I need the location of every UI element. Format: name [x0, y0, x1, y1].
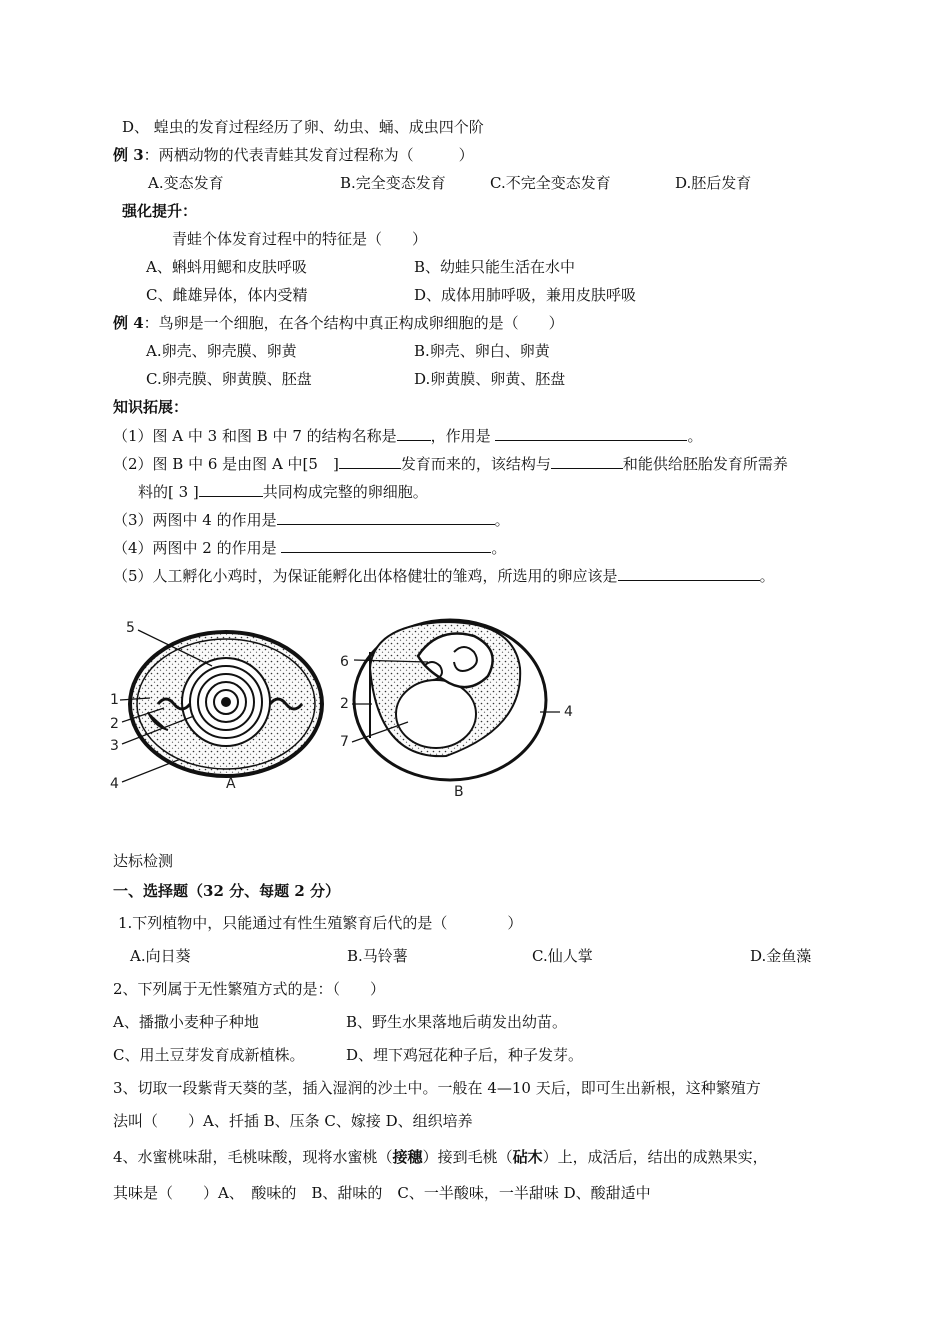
knowledge-q2-cont — [138, 481, 428, 502]
egg-b-label-2: 2 — [340, 696, 349, 712]
knowledge-q1 — [113, 425, 702, 446]
test-q1-option-b: B.马铃薯 — [347, 947, 408, 965]
knowledge-q5-end: 。 — [759, 567, 775, 585]
egg-a-embryo-disc — [221, 697, 231, 707]
example-4-question — [113, 313, 564, 333]
blank-field[interactable] — [339, 453, 401, 469]
example-4-text: ：鸟卵是一个细胞，在各个结构中真正构成卵细胞的是（ ） — [143, 314, 564, 332]
blank-field[interactable] — [277, 509, 495, 525]
blank-field[interactable] — [551, 453, 623, 469]
egg-diagram-svg — [108, 612, 588, 812]
strengthen-option-a: A、蝌蚪用鳃和皮肤呼吸 — [146, 258, 307, 276]
egg-a-label-1: 1 — [110, 692, 119, 708]
example-3-text: ：两栖动物的代表青蛙其发育过程称为（ ） — [143, 146, 474, 164]
knowledge-q3-end: 。 — [494, 511, 510, 529]
option-d-locust: D、 蝗虫的发育过程经历了卵、幼虫、蛹、成虫四个阶 — [122, 118, 484, 136]
test-q1-option-c: C.仙人掌 — [532, 947, 593, 965]
example-4-option-a: A.卵壳、卵壳膜、卵黄 — [146, 342, 297, 360]
strengthen-title: 强化提升： — [122, 202, 198, 220]
test-q3-line1: 3、切取一段紫背天葵的茎，插入湿润的沙土中。一般在 4—10 天后，即可生出新根，这种繁殖方 — [113, 1079, 761, 1097]
egg-a-label-4: 4 — [110, 776, 119, 792]
knowledge-q3-text: （3）两图中 4 的作用是 — [113, 511, 277, 529]
example-3-option-c: C.不完全变态发育 — [490, 174, 611, 192]
test-q3-line2: 法叫（ ）A、扦插 B、压条 C、嫁接 D、组织培养 — [113, 1112, 473, 1130]
knowledge-q3 — [113, 509, 510, 530]
test-q4-text2: ）接到毛桃（ — [422, 1148, 513, 1166]
knowledge-q2-text2: 发育而来的，该结构与 — [400, 455, 551, 473]
blank-field[interactable] — [397, 425, 431, 441]
test-q4-line2: 其味是（ ）A、 酸味的 B、甜味的 C、一半酸味，一半甜味 D、酸甜适中 — [113, 1184, 651, 1202]
strengthen-question: 青蛙个体发育过程中的特征是（ ） — [172, 230, 428, 248]
test-q2-option-d: D、埋下鸡冠花种子后，种子发芽。 — [346, 1046, 584, 1064]
test-q1-option-a: A.向日葵 — [130, 947, 191, 965]
test-q4-rootstock: 砧木 — [512, 1148, 543, 1166]
egg-b-label-4: 4 — [564, 704, 573, 720]
example-3-label: 例 3 — [113, 146, 144, 164]
strengthen-option-d: D、成体用肺呼吸，兼用皮肤呼吸 — [414, 286, 637, 304]
egg-structure-figure — [108, 612, 588, 812]
example-3-option-b: B.完全变态发育 — [340, 174, 446, 192]
knowledge-q4-text: （4）两图中 2 的作用是 — [113, 539, 277, 557]
test-q4-text1: 4、水蜜桃味甜，毛桃味酸，现将水蜜桃（ — [113, 1148, 393, 1166]
knowledge-q5-text: （5）人工孵化小鸡时，为保证能孵化出体格健壮的雏鸡，所选用的卵应该是 — [113, 567, 618, 585]
knowledge-q1-text: （1）图 A 中 3 和图 B 中 7 的结构名称是 — [113, 427, 397, 445]
strengthen-option-c: C、雌雄异体，体内受精 — [146, 286, 308, 304]
egg-b-diagram — [340, 620, 573, 800]
knowledge-title: 知识拓展： — [113, 398, 189, 416]
knowledge-q2-text5: 共同构成完整的卵细胞。 — [262, 483, 428, 501]
blank-field[interactable] — [495, 425, 687, 441]
knowledge-q5 — [113, 565, 775, 586]
strengthen-option-b: B、幼蛙只能生活在水中 — [414, 258, 576, 276]
blank-field[interactable] — [199, 481, 263, 497]
egg-a-label-2: 2 — [110, 716, 119, 732]
example-3-question — [113, 145, 474, 165]
egg-a-label-3: 3 — [110, 738, 119, 754]
knowledge-q2-text3: 和能供给胚胎发育所需养 — [622, 455, 788, 473]
test-q4-scion: 接穗 — [392, 1148, 423, 1166]
knowledge-q1-end: 。 — [687, 427, 703, 445]
figure-a-label: A — [226, 776, 236, 792]
example-4-option-d: D.卵黄膜、卵黄、胚盘 — [414, 370, 566, 388]
knowledge-q2 — [113, 453, 788, 474]
test-q1-option-d: D.金鱼藻 — [750, 947, 812, 965]
example-3-option-a: A.变态发育 — [148, 174, 224, 192]
blank-field[interactable] — [618, 565, 760, 581]
knowledge-q4-end: 。 — [491, 539, 507, 557]
test-q2: 2、下列属于无性繁殖方式的是：（ ） — [113, 980, 386, 998]
section-choice-title: 一、选择题（32 分、每题 2 分） — [113, 882, 340, 900]
knowledge-q2-text: （2）图 B 中 6 是由图 A 中[5 ] — [113, 455, 339, 473]
knowledge-q1-text2: ，作用是 — [430, 427, 491, 445]
test-title: 达标检测 — [113, 852, 174, 870]
test-q4-text3: ）上，成活后，结出的成熟果实， — [542, 1148, 768, 1166]
blank-field[interactable] — [281, 537, 491, 553]
test-q4-line1 — [113, 1147, 768, 1167]
egg-a-diagram — [110, 620, 322, 792]
egg-a-label-5: 5 — [126, 620, 135, 636]
test-q1: 1.下列植物中，只能通过有性生殖繁育后代的是（ ） — [118, 914, 523, 932]
example-4-option-c: C.卵壳膜、卵黄膜、胚盘 — [146, 370, 312, 388]
test-q2-option-a: A、播撒小麦种子种地 — [113, 1013, 259, 1031]
knowledge-q2-text4: 料的[ 3 ] — [138, 483, 199, 501]
test-q2-option-b: B、野生水果落地后萌发出幼苗。 — [346, 1013, 568, 1031]
example-3-option-d: D.胚后发育 — [675, 174, 752, 192]
egg-b-label-6: 6 — [340, 654, 349, 670]
example-4-option-b: B.卵壳、卵白、卵黄 — [414, 342, 550, 360]
egg-b-yolk — [396, 680, 476, 748]
example-4-label: 例 4 — [113, 314, 144, 332]
knowledge-q4 — [113, 537, 506, 558]
egg-b-label-7: 7 — [340, 734, 349, 750]
test-q2-option-c: C、用土豆芽发育成新植株。 — [113, 1046, 305, 1064]
figure-b-label: B — [454, 784, 464, 800]
